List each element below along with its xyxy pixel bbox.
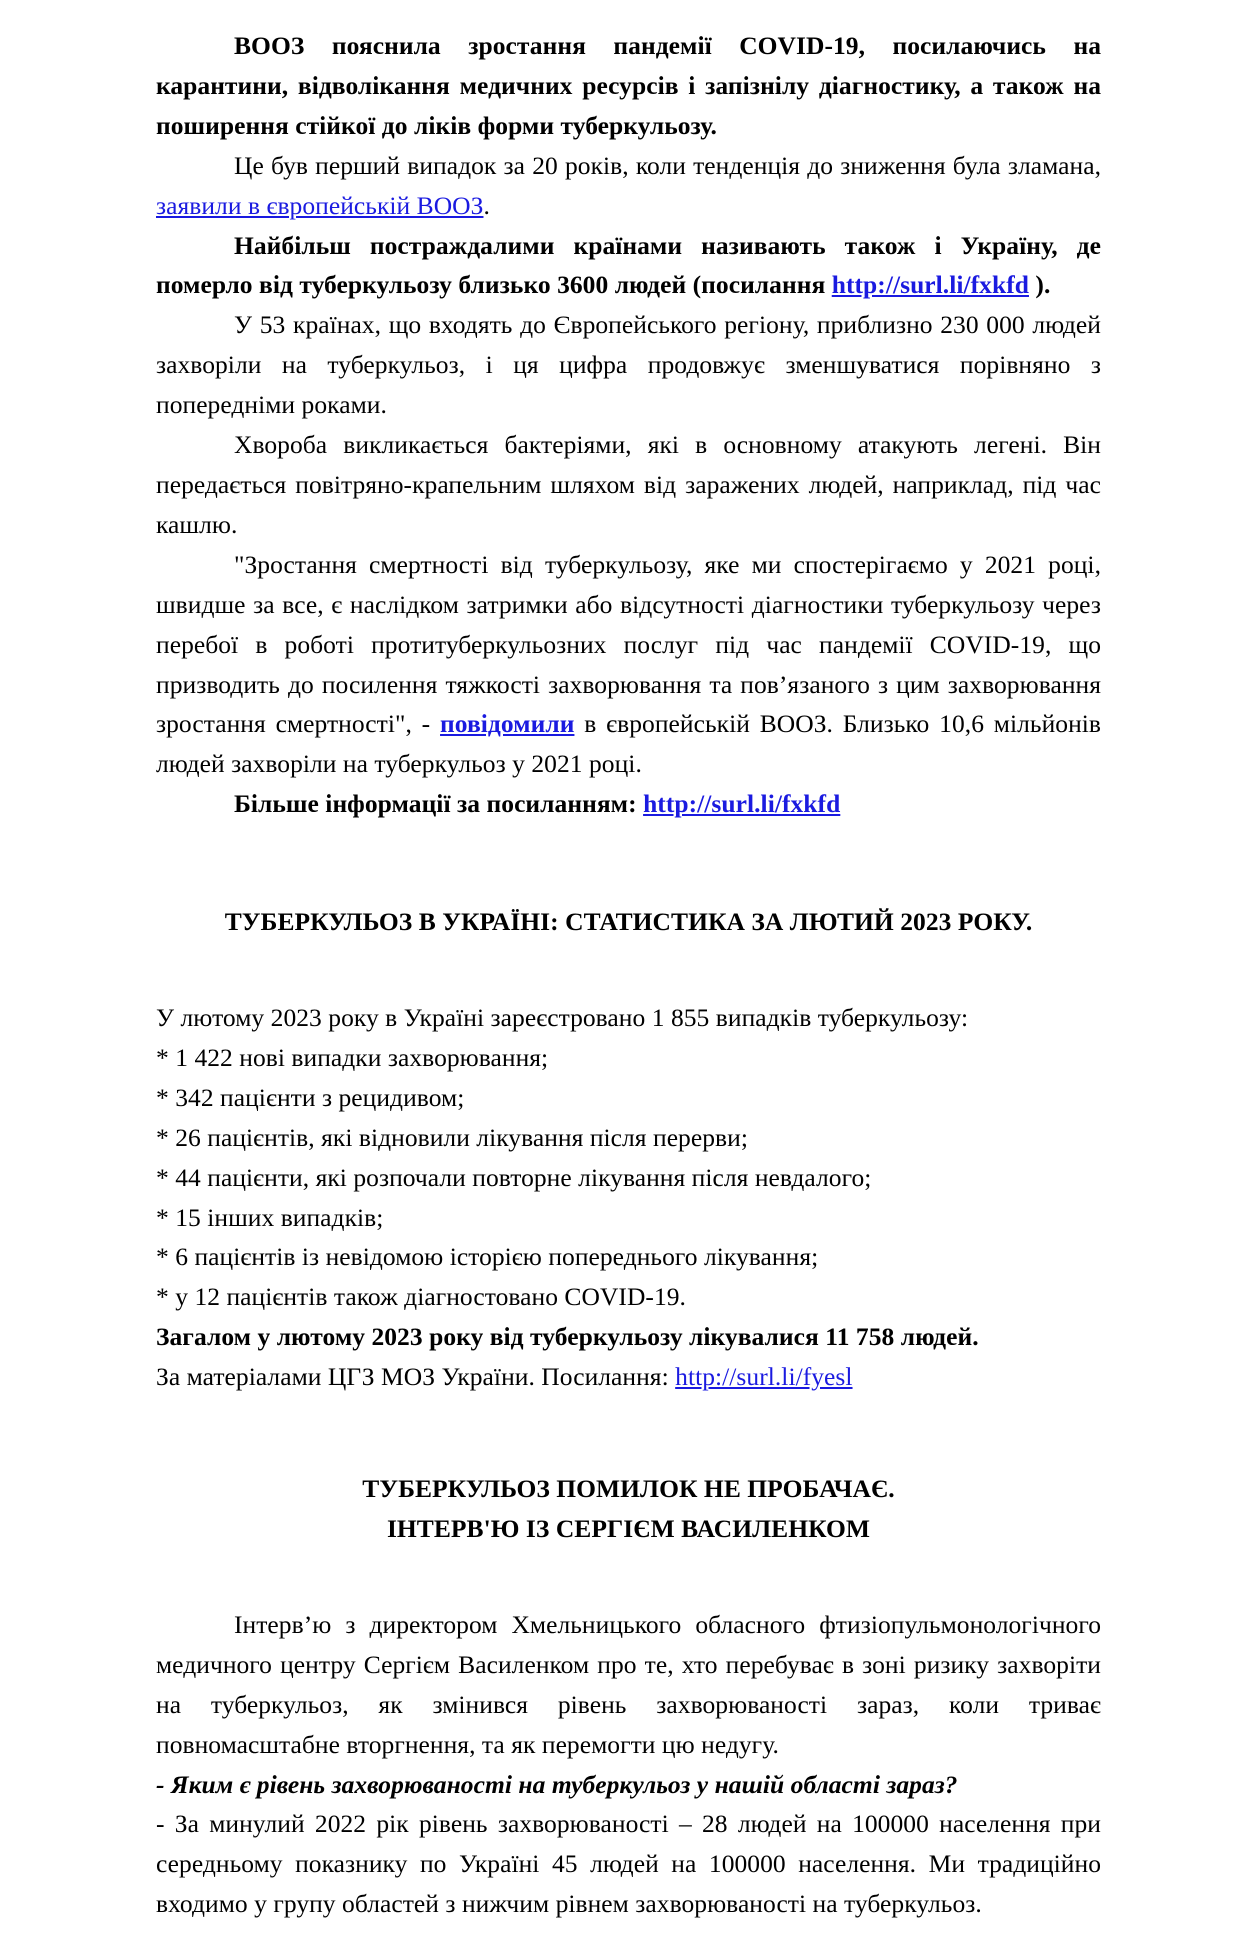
who-link-reported[interactable]: повідомили: [440, 709, 575, 739]
who-quote-attribution: в європейській ВООЗ.: [574, 709, 833, 739]
stats-item-4: * 44 пацієнти, які розпочали повторне лікування після невдалого;: [156, 1162, 872, 1192]
stats-block: [156, 998, 1101, 1397]
spacer-after-stats-heading: [156, 942, 1101, 998]
stats-source-label: За матеріалами ЦГЗ МОЗ України. Посилання:: [156, 1362, 676, 1392]
who-paragraph-5: Хвороба викликається бактеріями, які в основному атакують легені. Він передається повітряно-крапельним шляхом від заражених людей, наприклад, під час кашлю.: [156, 430, 1101, 539]
stats-heading: ТУБЕРКУЛЬОЗ В УКРАЇНІ: СТАТИСТИКА ЗА ЛЮТИЙ 2023 РОКУ.: [224, 907, 1033, 937]
spacer-after-interview-heading: [156, 1549, 1101, 1605]
who-paragraph-3-tail: ).: [1028, 270, 1051, 300]
who-more-info-label: Більше інформації за посиланням:: [234, 789, 644, 819]
who-paragraph-2-text: Це був перший випадок за 20 років, коли тенденція до зниження була зламана,: [234, 150, 1101, 180]
interview-answer-1: - За минулий 2022 рік рівень захворюваності – 28 людей на 100000 населення при середньому показнику по Україні 45 людей на 100000 населення. Ми традиційно входимо у групу областей з нижчим рівнем захворюваності на туберкульоз.: [156, 1809, 1101, 1919]
interview-question-1: - Яким є рівень захворюваності на туберкульоз у нашій області зараз?: [156, 1769, 958, 1799]
stats-source-line: [156, 1357, 1101, 1397]
stats-item-7: * у 12 пацієнтів також діагностовано COVID-19.: [156, 1282, 686, 1312]
stats-link-surl-fyesl[interactable]: http://surl.li/fyesl: [675, 1362, 853, 1392]
interview-heading-line-1: ТУБЕРКУЛЬОЗ ПОМИЛОК НЕ ПРОБАЧАЄ.: [362, 1474, 895, 1504]
who-link-european-who[interactable]: заявили в європейській ВООЗ: [156, 190, 484, 220]
who-paragraph-2-tail: .: [483, 190, 490, 220]
who-paragraph-3-text: Найбільш постраждалими країнами називають також і Україну, де померло від туберкульозу близько 3600 людей (посилання: [156, 230, 1101, 300]
who-paragraph-1: ВООЗ пояснила зростання пандемії COVID-19, посилаючись на карантини, відволікання медичних ресурсів і запізнілу діагностику, а також на поширення стійкої до ліків форми туберкульозу.: [156, 31, 1101, 140]
who-paragraph-3: [156, 226, 1101, 306]
who-more-info-line: [156, 784, 1101, 824]
stats-item-3: * 26 пацієнтів, які відновили лікування після перерви;: [156, 1122, 748, 1152]
who-link-surl-fxkfd-1[interactable]: http://surl.li/fxkfd: [831, 270, 1029, 300]
spacer-before-stats-heading: [156, 824, 1101, 902]
who-paragraph-2: [156, 146, 1101, 226]
who-quote-tail: Близько 10,6 мільйонів людей захворіли на туберкульоз у 2021 році.: [156, 709, 1101, 779]
who-link-surl-fxkfd-2[interactable]: http://surl.li/fxkfd: [643, 789, 841, 819]
stats-total: Загалом у лютому 2023 року від туберкульозу лікувалися 11 758 людей.: [156, 1322, 979, 1352]
spacer-before-interview-heading: [156, 1397, 1101, 1469]
stats-item-1: * 1 422 нові випадки захворювання;: [156, 1042, 549, 1072]
stats-item-5: * 15 інших випадків;: [156, 1202, 384, 1232]
who-paragraph-6: [156, 545, 1101, 784]
who-quote-text: "Зростання смертності від туберкульозу, яке ми спостерігаємо у 2021 році, швидше за все, є наслідком затримки або відсутності діагностики туберкульозу через перебої в роботі протитуберкульозних послуг під час пандемії COVID-19, що призводить до посилення тяжкості захворювання та пов’язаного з цим захворювання зростання смертності", -: [156, 549, 1101, 739]
who-paragraph-4: У 53 країнах, що входять до Європейського регіону, приблизно 230 000 людей захворіли на туберкульоз, і ця цифра продовжує зменшуватися порівняно з попередніми роками.: [156, 310, 1101, 420]
stats-item-2: * 342 пацієнти з рецидивом;: [156, 1082, 465, 1112]
interview-heading-line-2: ІНТЕРВ'Ю ІЗ СЕРГІЄМ ВАСИЛЕНКОМ: [386, 1514, 871, 1543]
stats-intro: У лютому 2023 року в Україні зареєстровано 1 855 випадків туберкульозу:: [156, 1003, 969, 1033]
interview-intro: Інтерв’ю з директором Хмельницького обласного фтизіопульмонологічного медичного центру Сергієм Василенком про те, хто перебуває в зоні ризику захворіти на туберкульоз, як змінився рівень захворюваності зараз, коли триває повномасштабне вторгнення, та як перемогти цю недугу.: [156, 1609, 1101, 1759]
stats-item-6: * 6 пацієнтів із невідомою історією попереднього лікування;: [156, 1242, 819, 1272]
